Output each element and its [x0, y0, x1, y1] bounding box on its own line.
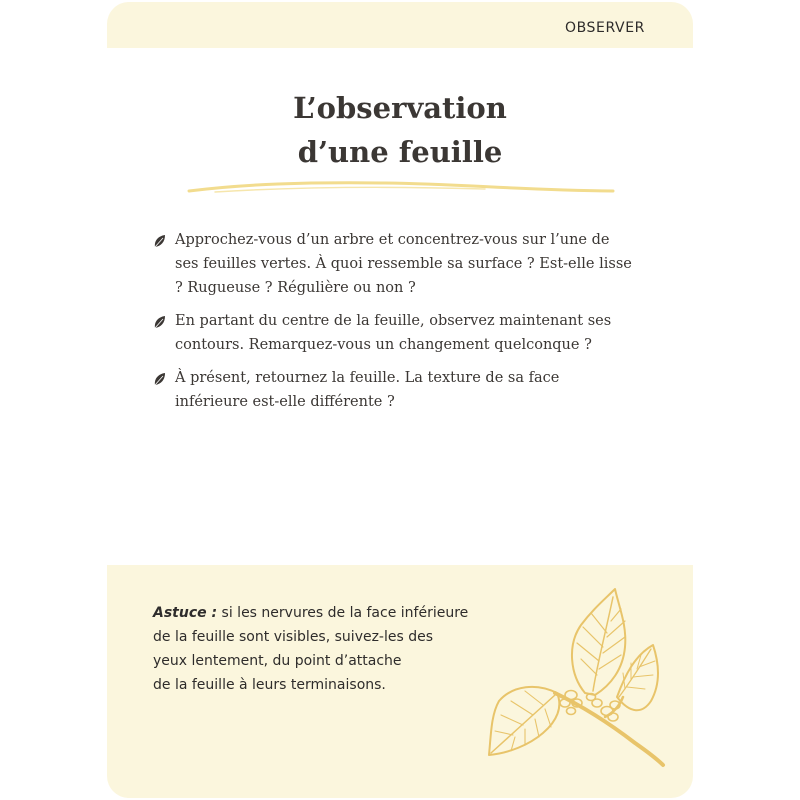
header-band: [107, 2, 693, 48]
leaf-bullet-icon: [153, 315, 167, 329]
brush-stroke-divider: [185, 178, 617, 200]
section-label: OBSERVER: [564, 20, 645, 36]
list-item-text: En partant du centre de la feuille, observez maintenant ses contours. Remarquez-vous un changement quelconque ?: [175, 313, 612, 353]
tip-line-2: de la feuille sont visibles, suivez-les des: [153, 629, 434, 645]
tip-panel: [107, 565, 693, 798]
list-item: [153, 228, 633, 300]
tip-text: [153, 601, 473, 697]
page-title: [107, 86, 693, 174]
tip-label: Astuce :: [153, 605, 218, 621]
beech-leaves-illustration-icon: [485, 585, 675, 785]
leaf-bullet-icon: [153, 372, 167, 386]
leaf-bullet-icon: [153, 234, 167, 248]
tip-line-1-text: si les nervures de la face inférieure: [217, 605, 469, 621]
activity-card: [107, 2, 693, 798]
title-line-1: L’observation: [293, 91, 507, 125]
list-item-text: À présent, retournez la feuille. La texture de sa face inférieure est-elle différente ?: [175, 370, 560, 410]
list-item-text: Approchez-vous d’un arbre et concentrez-vous sur l’une de ses feuilles vertes. À quoi ressemble sa surface ? Est-elle lisse ? Rugueuse ? Régulière ou non ?: [175, 232, 632, 296]
tip-line-3: yeux lentement, du point d’attache: [153, 653, 402, 669]
instructions-list: [153, 228, 633, 423]
tip-line-1: [153, 601, 473, 625]
tip-line-4: de la feuille à leurs terminaisons.: [153, 677, 386, 693]
title-line-2: d’une feuille: [297, 135, 503, 169]
list-item: [153, 366, 633, 414]
list-item: [153, 309, 633, 357]
